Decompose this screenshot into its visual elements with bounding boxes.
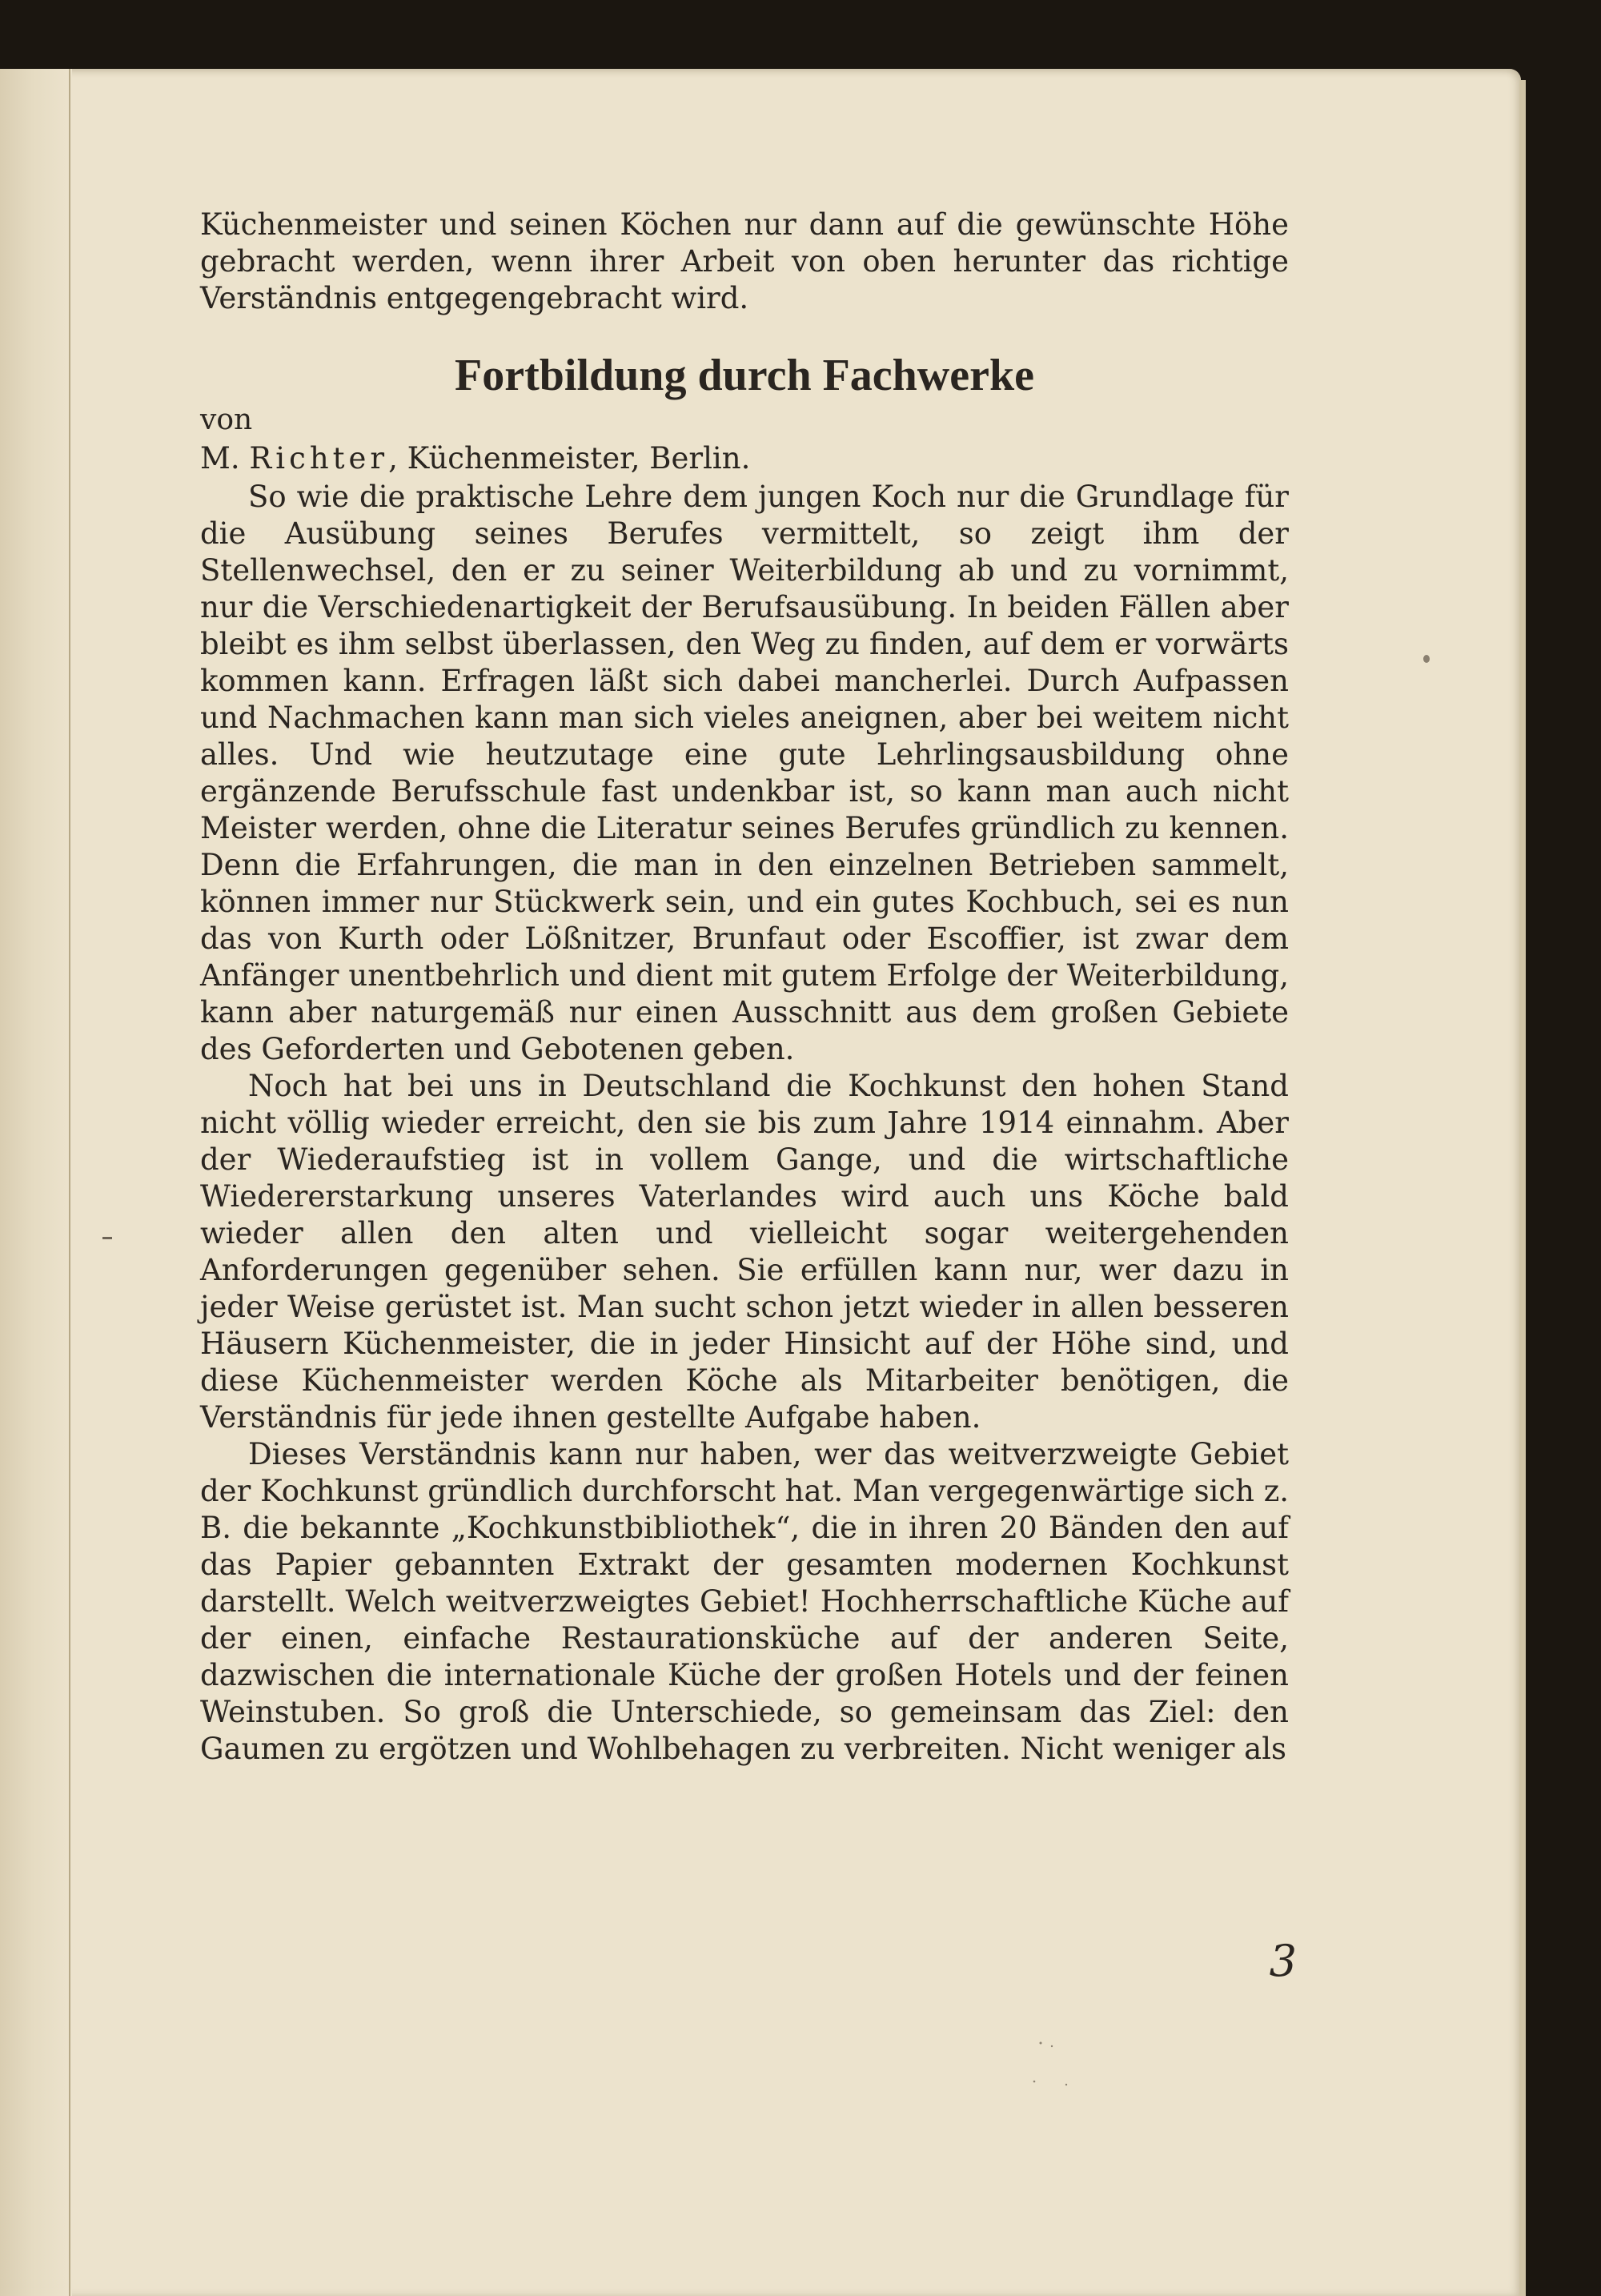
page-binding-shadow	[0, 69, 72, 2296]
article-title: Fortbildung durch Fachwerke	[455, 351, 1034, 400]
by-line-word: von	[200, 403, 253, 436]
intro-paragraph: Küchenmeister und seinen Köchen nur dann auf die gewünschte Höhe gebracht werden, wenn ihrer Arbeit von oben herunter das richtige Verständnis entgegengebracht wird.	[200, 207, 1289, 315]
page-text	[200, 207, 1289, 1768]
paper-specks	[1025, 2033, 1089, 2097]
author-line	[200, 439, 1289, 479]
body-paragraph-2: Noch hat bei uns in Deutschland die Kochkunst den hohen Stand nicht völlig wieder erreicht, den sie bis zum Jahre 1914 einnahm. Aber der Wiederaufstieg ist in vollem Gange, und die wirtschaftliche Wiedererstarkung unseres Vaterlandes wird auch uns Köche bald wieder allen den alten und vielleicht sogar weitergehenden Anforderungen gegenüber sehen. Sie erfüllen kann nur, wer dazu in jeder Weise gerüstet ist. Man sucht schon jetzt wieder in allen besseren Häusern Küchenmeister, die in jeder Hinsicht auf der Höhe sind, und diese Küchenmeister werden Köche als Mitarbeiter benötigen, die Verständnis für jede ihnen gestellte Aufgabe haben.	[200, 1069, 1289, 1435]
body-paragraph-1: So wie die praktische Lehre dem jungen Koch nur die Grundlage für die Ausübung seines Berufes vermittelt, so zeigt ihm der Stellenwechsel, den er zu seiner Weiterbildung ab und zu vornimmt, nur die Verschiedenartigkeit der Berufsausübung. In beiden Fällen aber bleibt es ihm selbst überlassen, den Weg zu finden, auf dem er vorwärts kommen kann. Erfragen läßt sich dabei mancherlei. Durch Aufpassen und Nachmachen kann man sich vieles aneignen, aber bei weitem nicht alles. Und wie heutzutage eine gute Lehrlingsausbildung ohne ergänzende Berufsschule fast undenkbar ist, so kann man auch nicht Meister werden, ohne die Literatur seines Berufes gründlich zu kennen. Denn die Erfahrungen, die man in den einzelnen Betrieben sammelt, können immer nur Stückwerk sein, und ein gutes Kochbuch, sei es nun das von Kurth oder Lößnitzer, Brunfaut oder Escoffier, ist zwar dem Anfänger unentbehrlich und dient mit gutem Erfolge der Weiterbildung, kann aber naturgemäß nur einen Ausschnitt aus dem großen Gebiete des Geforderten und Gebotenen geben.	[200, 480, 1289, 1066]
author-prefix: M.	[200, 441, 240, 476]
page-edge	[1519, 80, 1526, 2296]
page-number: 3	[1269, 1936, 1297, 1986]
paper-speck	[1423, 655, 1430, 663]
author-suffix: , Küchenmeister, Berlin.	[388, 441, 751, 476]
author-name: Richter	[249, 441, 389, 476]
margin-mark	[102, 1237, 112, 1239]
binding-fold-line	[69, 69, 70, 2296]
body-paragraph-3: Dieses Verständnis kann nur haben, wer das weitverzweigte Gebiet der Kochkunst gründlich durchforscht hat. Man vergegenwärtige sich z. B. die bekannte „Kochkunstbibliothek“, die in ihren 20 Bänden den auf das Papier gebannten Extrakt der gesamten modernen Kochkunst darstellt. Welch weitverzweigtes Gebiet! Hochherrschaftliche Küche auf der einen, einfache Restaurationsküche auf der anderen Seite, dazwischen die internationale Küche der großen Hotels und der feinen Weinstuben. So groß die Unterschiede, so gemeinsam das Ziel: den Gaumen zu ergötzen und Wohlbehagen zu verbreiten. Nicht weniger als	[200, 1437, 1289, 1766]
